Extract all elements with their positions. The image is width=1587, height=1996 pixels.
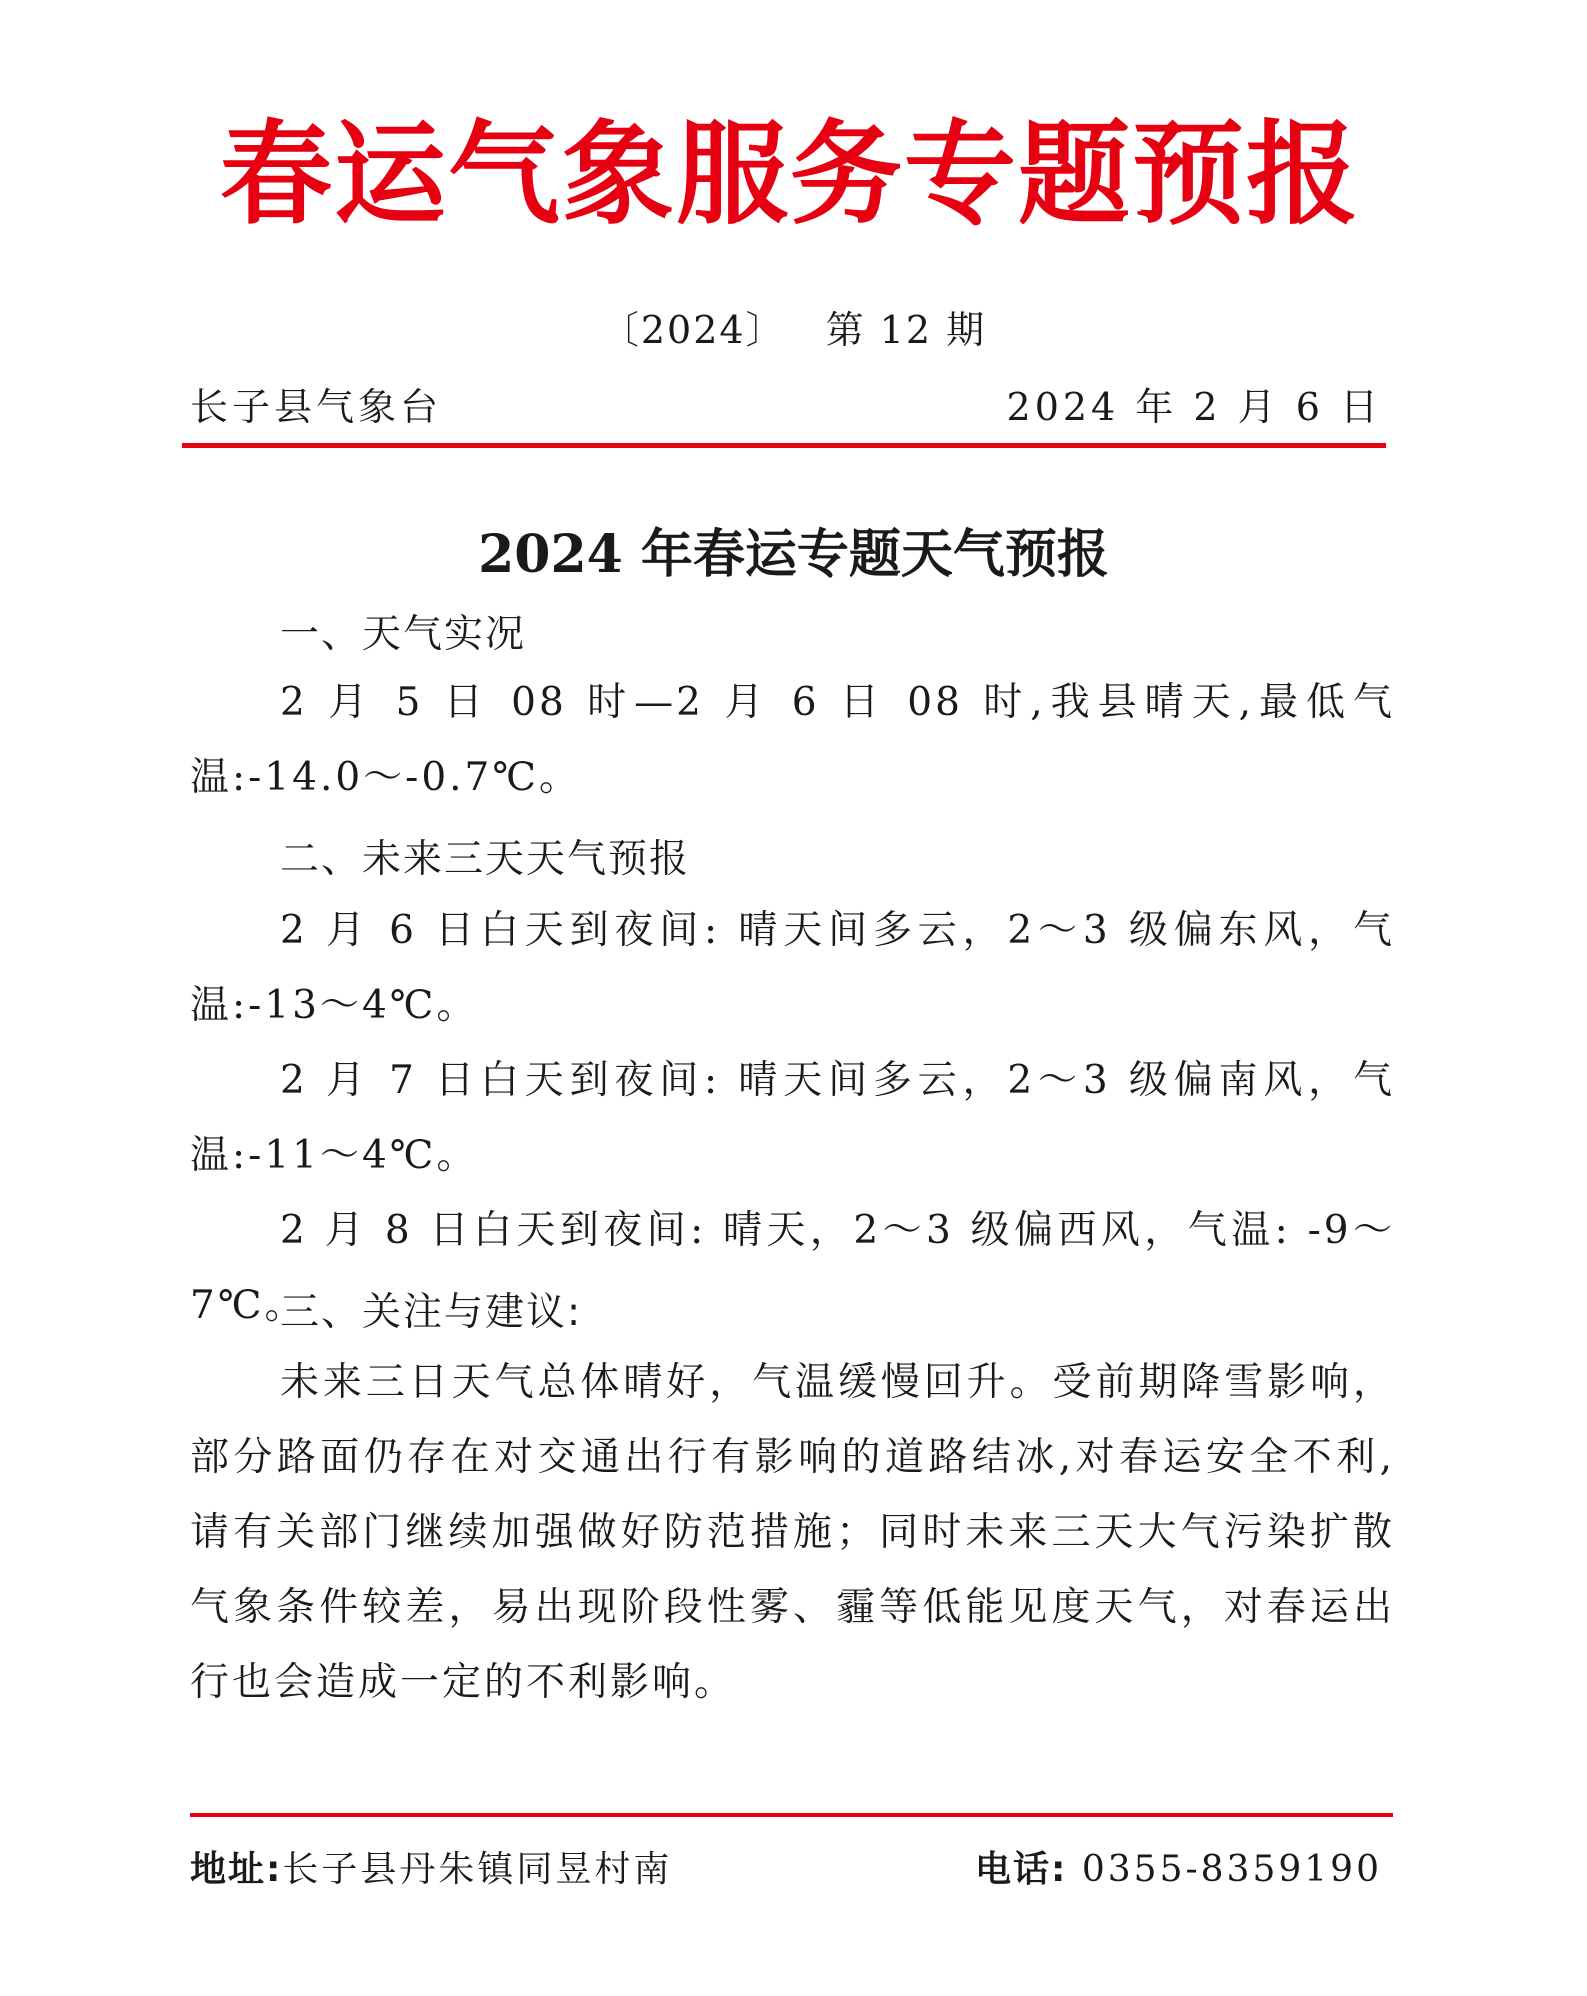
phone-value: 0355-8359190	[1081, 1849, 1382, 1890]
issue-year: 〔2024〕	[600, 308, 786, 352]
issue-date: 2024 年 2 月 6 日	[1006, 385, 1382, 429]
masthead-title: 春运气象服务专题预报	[220, 109, 1360, 240]
document-title: 2024 年春运专题天气预报	[478, 524, 1109, 585]
section-paragraph: 2 月 5 日 08 时—2 月 6 日 08 时,我县晴天,最低气温:-14.0～-0.7℃。	[190, 680, 1395, 800]
forecast-day-1: 2 月 6 日白天到夜间: 晴天间多云，2～3 级偏东风，气温:-13～4℃。	[190, 908, 1395, 1028]
footer-divider	[190, 1813, 1393, 1817]
footer-phone	[975, 1842, 1382, 1898]
header-divider	[182, 443, 1386, 448]
meta-row	[190, 382, 1382, 432]
advice-paragraph: 未来三日天气总体晴好，气温缓慢回升。受前期降雪影响，部分路面仍存在对交通出行有影响的道路结冰,对春运安全不利,请有关部门继续加强做好防范措施；同时未来三天大气污染扩散气象条件较差，易出现阶段性雾、霾等低能见度天气，对春运出行也会造成一定的不利影响。	[190, 1360, 1395, 1705]
section-heading-forecast: 二、未来三天天气预报	[280, 837, 691, 882]
footer-address	[190, 1842, 672, 1898]
footer	[190, 1842, 1382, 1898]
phone-label: 电话:	[975, 1849, 1068, 1890]
issuer: 长子县气象台	[190, 385, 443, 429]
address-value: 长子县丹朱镇同昱村南	[282, 1849, 673, 1890]
forecast-day-3: 2 月 8 日白天到夜间: 晴天，2～3 级偏西风，气温: -9～7℃。	[190, 1208, 1395, 1328]
issue-count: 第 12 期	[825, 308, 987, 352]
forecast-day-2: 2 月 7 日白天到夜间: 晴天间多云，2～3 级偏南风，气温:-11～4℃。	[190, 1058, 1395, 1178]
issue-number	[0, 305, 1587, 355]
address-label: 地址:	[190, 1849, 283, 1890]
section-heading-advice: 三、关注与建议:	[280, 1290, 583, 1335]
section-heading-observation: 一、天气实况	[280, 612, 527, 657]
